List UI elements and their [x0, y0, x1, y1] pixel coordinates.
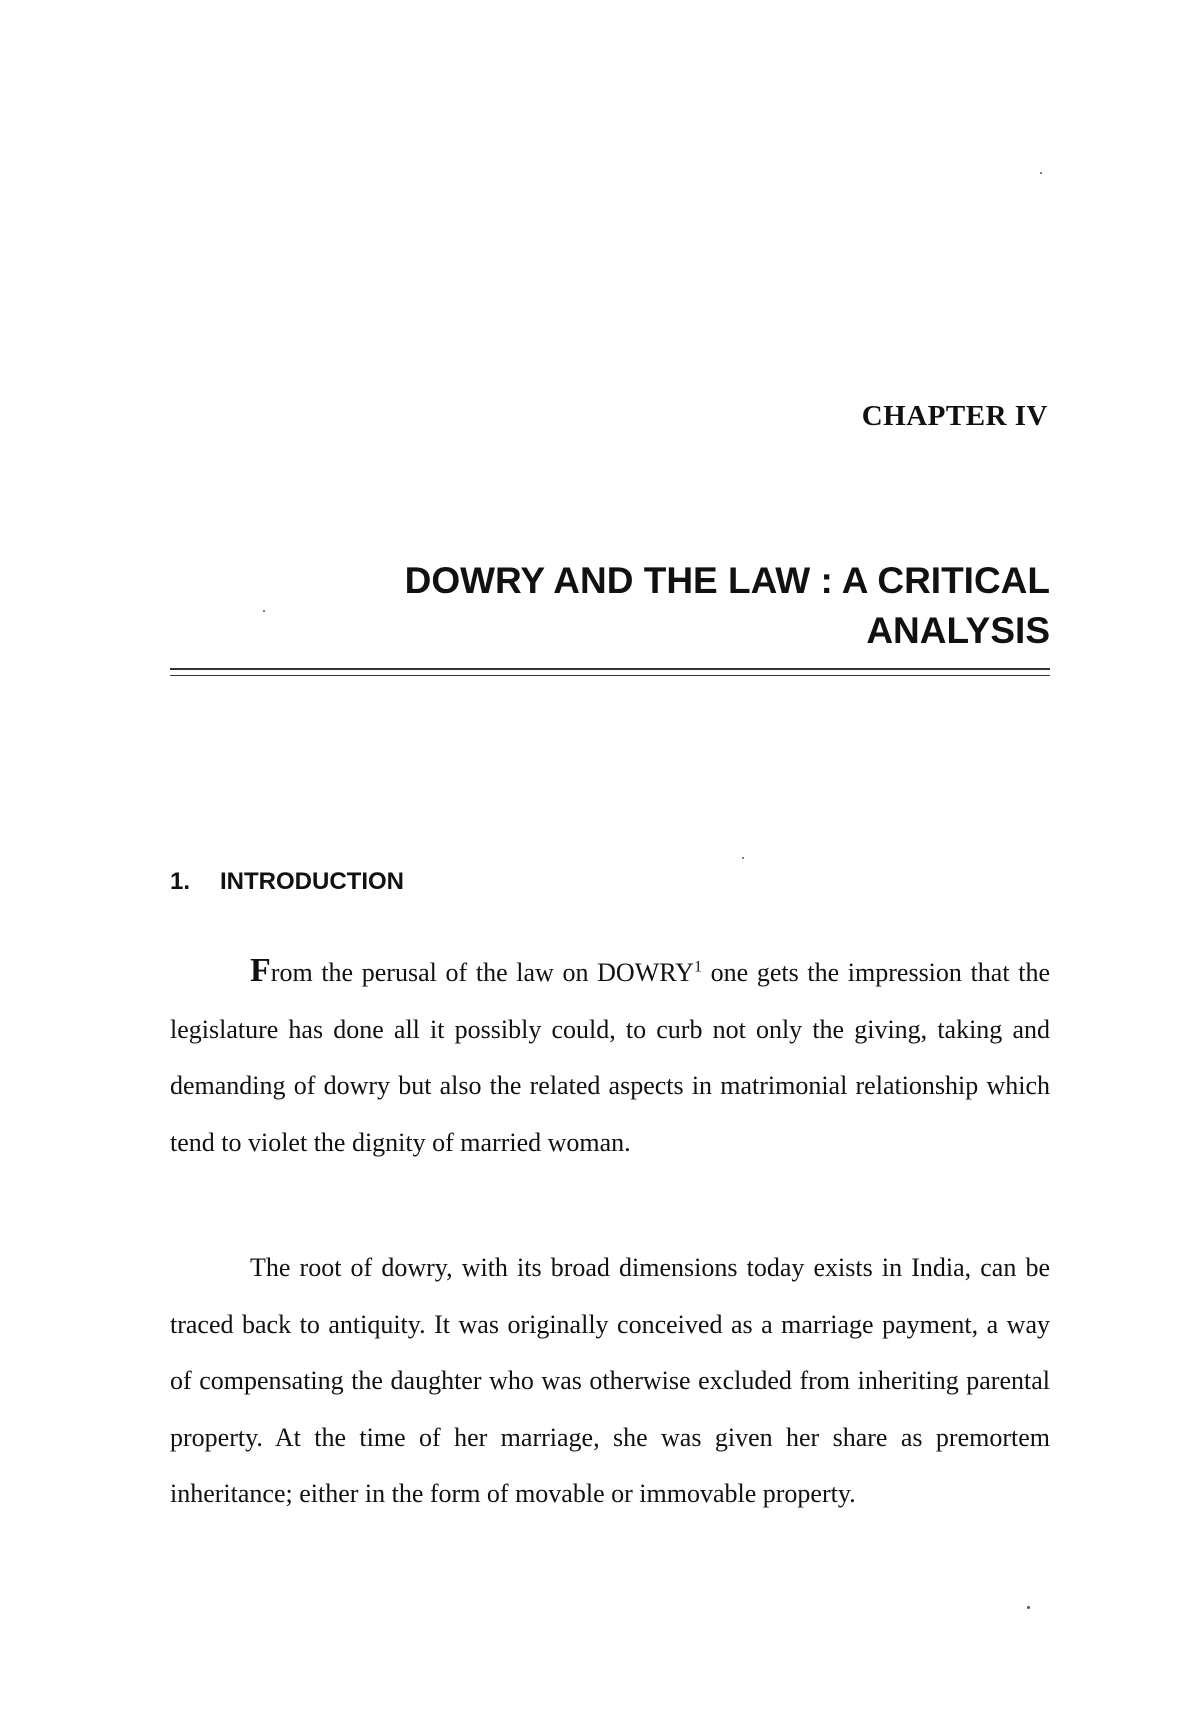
paragraph-2 — [170, 1240, 1050, 1523]
title-rule-top — [170, 668, 1050, 670]
scan-speck — [742, 857, 744, 859]
paragraph-1-rest: one gets the impression that the legislature has done all it possibly could, to curb not only the giving, taking and demanding of dowry but also the related aspects in matrimonial relationship which tend to violet the dignity of married woman. — [170, 958, 1050, 1157]
section-heading — [170, 868, 404, 896]
section-number: 1. — [170, 868, 191, 895]
paragraph-1 — [170, 943, 1050, 1171]
paragraph-1-lead: rom the perusal of the law on DOWRY — [270, 958, 694, 987]
drop-cap: F — [250, 952, 271, 989]
chapter-title-line-2: ANALYSIS — [866, 610, 1050, 651]
paragraph-2-text: The root of dowry, with its broad dimensions today exists in India, can be traced back to antiquity. It was originally conceived as a marriage payment, a way of compensating the daughter who was otherwise excluded from inheriting parental property. At the time of her marriage, she was given her share as premortem inheritance; either in the form of movable or immovable property. — [170, 1253, 1050, 1508]
scan-speck — [1040, 172, 1042, 174]
scan-speck — [263, 610, 265, 612]
title-rule-bottom — [170, 675, 1050, 676]
scan-speck — [1027, 1606, 1030, 1609]
footnote-marker[interactable]: 1 — [693, 958, 702, 976]
chapter-title — [200, 556, 1050, 656]
chapter-title-line-1: DOWRY AND THE LAW : A CRITICAL — [404, 560, 1050, 601]
section-title: INTRODUCTION — [220, 868, 404, 895]
chapter-label: CHAPTER IV — [861, 400, 1048, 432]
